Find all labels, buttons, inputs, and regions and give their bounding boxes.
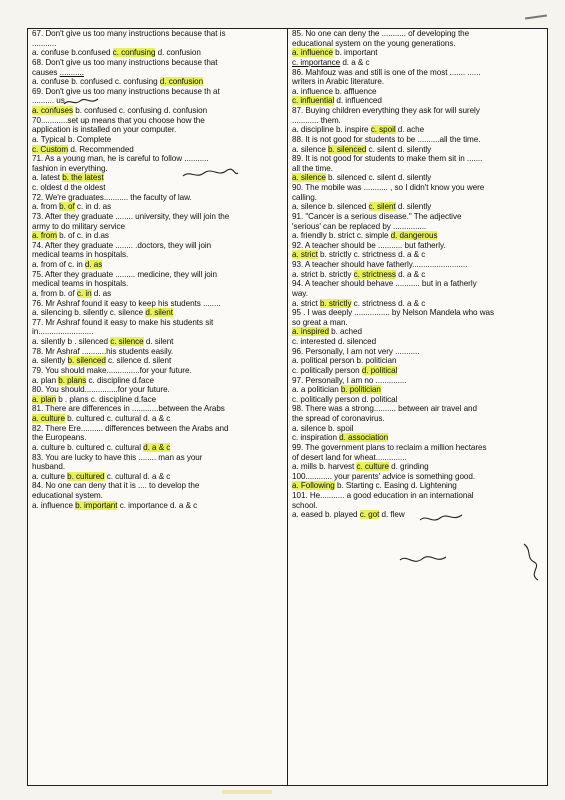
highlighted-answer: c. silent [368, 202, 396, 212]
text-segment: .......... us. [32, 96, 67, 106]
text-line [32, 154, 284, 164]
text-line [292, 337, 544, 347]
highlighted-answer: c. spoil [370, 125, 396, 135]
text-line [292, 231, 544, 241]
text-line [32, 433, 284, 443]
text-line [292, 308, 544, 318]
text-segment: ............ them. [292, 115, 341, 125]
highlighted-answer: a. inspired [292, 327, 329, 337]
text-line [32, 173, 284, 183]
text-line [32, 404, 284, 414]
text-line [32, 231, 284, 241]
text-line [292, 250, 544, 260]
highlighted-answer: d. association [339, 433, 389, 443]
text-segment: 75. After they graduate ......... medicine, they will join [32, 269, 217, 279]
text-line [292, 356, 544, 366]
text-line [32, 308, 284, 318]
text-line [32, 289, 284, 299]
corner-pen-mark [525, 14, 547, 19]
text-line [292, 145, 544, 155]
text-segment: of desert land for wheat.............. [292, 452, 407, 462]
text-segment: a. political person b. politician [292, 356, 397, 366]
text-line [292, 433, 544, 443]
handwritten-margin-note [520, 540, 544, 584]
highlighted-answer: b. plans [58, 375, 87, 385]
text-segment: d. influenced [334, 96, 382, 106]
highlighted-answer: d. silent [145, 308, 173, 318]
text-segment: 87. Buying children everything they ask for will surely [292, 106, 480, 115]
handwritten-scribble [62, 96, 102, 108]
highlighted-answer: d. dangerous [390, 231, 438, 241]
text-line [292, 241, 544, 251]
text-segment: 99. The government plans to reclaim a million hectares [292, 442, 487, 452]
text-segment: d. grinding [388, 462, 429, 472]
text-segment: 98. There was a strong.......... between air travel and [292, 404, 477, 414]
text-line [32, 347, 284, 357]
text-segment: d. Recommended [68, 144, 134, 154]
text-segment: b. Starting c. Easing d. Lightening [334, 481, 457, 491]
text-segment: 72. We're graduates........... the faculty of law. [32, 192, 192, 202]
text-segment: 71. As a young man, he is careful to follow ........... [32, 154, 209, 164]
text-line [32, 385, 284, 395]
text-segment: 92. A teacher should be ........... but fatherly. [292, 240, 446, 250]
text-line [292, 376, 544, 386]
text-segment: 80. You should...............for your future. [32, 385, 170, 395]
text-segment: a. friendly b. strict c. simple [292, 231, 391, 241]
highlighted-answer: b. politician [340, 385, 381, 395]
text-segment: medical teams in hospitals. [32, 279, 129, 289]
text-line [32, 164, 284, 174]
text-line [292, 125, 544, 135]
text-line [32, 193, 284, 203]
text-line [292, 299, 544, 309]
text-segment: a. mills b. harvest [292, 462, 357, 472]
text-line [292, 462, 544, 472]
handwritten-scribble [180, 167, 240, 181]
worksheet [27, 28, 548, 786]
text-segment: so great a man. [292, 317, 348, 327]
text-segment: a. discipline b. inspire [292, 125, 371, 135]
text-line [32, 202, 284, 212]
text-segment: calling. [292, 192, 317, 202]
text-segment: 94. A teacher should behave ........... but in a fatherly [292, 279, 477, 289]
text-segment: 70............set up means that you choose how the [32, 115, 205, 125]
text-segment: causes [32, 67, 60, 77]
text-segment: 84. No one can deny that it is .... to develop the [32, 481, 200, 491]
text-segment: 97. Personally, I am no .............. [292, 375, 407, 385]
text-line [292, 366, 544, 376]
text-segment: a. silence b. spoil [292, 423, 354, 433]
handwritten-scribble [418, 512, 464, 526]
text-line [32, 260, 284, 270]
handwritten-scribble [398, 553, 448, 567]
text-segment: b. ached [328, 327, 362, 337]
highlighted-answer: b. important [75, 500, 118, 510]
text-segment: b. important [332, 48, 378, 58]
left-column [28, 29, 288, 785]
text-line [32, 366, 284, 376]
text-line [32, 183, 284, 193]
text-segment: army to do military service [32, 221, 126, 231]
text-line [32, 299, 284, 309]
text-line [32, 241, 284, 251]
highlighted-answer: c. strictness [353, 269, 396, 279]
text-segment: 'serious' can be replaced by ............... [292, 221, 427, 231]
text-line [32, 472, 284, 482]
highlighted-answer: d. as [84, 260, 103, 269]
text-segment: writers in Arabic literature. [292, 77, 385, 87]
text-line [292, 424, 544, 434]
text-line [32, 327, 284, 337]
text-segment: a. from of c. in [32, 260, 85, 269]
text-line [292, 481, 544, 491]
text-line [292, 289, 544, 299]
text-line [292, 58, 544, 68]
text-segment: a. silence b. silenced [292, 202, 369, 212]
text-segment: a. silencing b. silently c. silence [32, 308, 146, 318]
text-line [32, 58, 284, 68]
text-segment: a. influence [32, 500, 76, 510]
text-line [32, 250, 284, 260]
text-line [292, 164, 544, 174]
text-segment: 73. After they graduate ........ university, they will join the [32, 211, 230, 221]
text-segment: 93. A teacher should have fatherly......................... [292, 260, 468, 269]
text-segment: 81. There are differences in ............between the Arabs [32, 404, 225, 414]
text-segment: a. confuse b. confused c. confusing [32, 77, 160, 87]
text-segment: c. oldest d the oldest [32, 183, 106, 192]
text-line [32, 68, 284, 78]
text-line [32, 443, 284, 453]
highlighted-answer: a. influence [292, 48, 333, 58]
text-line [32, 376, 284, 386]
text-line [292, 318, 544, 328]
text-line [292, 279, 544, 289]
text-segment: a. from b. of [32, 288, 77, 298]
right-column [288, 29, 547, 785]
text-segment: d. ache [395, 125, 425, 135]
text-line [292, 491, 544, 501]
text-segment: a. culture [32, 471, 68, 481]
text-segment: application is installed on your computer. [32, 125, 177, 135]
text-line [32, 462, 284, 472]
text-line [292, 39, 544, 49]
text-segment: b. strictly c. strictness d. a & c [317, 250, 426, 260]
text-segment: 85. No one can deny the ........... of developing the [292, 29, 470, 38]
text-line [292, 212, 544, 222]
highlighted-answer: a. Following [292, 481, 335, 491]
text-segment: c. politically person [292, 365, 362, 375]
highlighted-answer: b. strictly [319, 298, 352, 308]
highlighted-answer: b. silenced [328, 144, 367, 154]
text-segment: d. flew [379, 510, 405, 520]
text-line [32, 356, 284, 366]
text-segment: the spread of coronavirus. [292, 414, 385, 423]
text-segment: c. discipline d.face [86, 375, 154, 385]
highlighted-answer: b. the latest [62, 173, 104, 183]
text-line [32, 145, 284, 155]
text-segment: c. in d. as [74, 202, 112, 212]
text-segment: husband. [32, 462, 66, 472]
text-segment: 96. Personally, I am not very ........... [292, 346, 420, 356]
text-line [292, 68, 544, 78]
text-segment: 90. The mobile was ........... , so I didn't know you were [292, 183, 485, 192]
text-line [292, 77, 544, 87]
text-line [32, 337, 284, 347]
text-segment: 83. You are lucky to have this ........ man as your [32, 452, 203, 462]
highlighted-answer: a. strict [292, 250, 318, 260]
highlighted-answer: b. of [59, 202, 75, 212]
text-line [32, 270, 284, 280]
highlighted-answer: d. confusion [159, 77, 204, 87]
text-segment: a. eased b. played [292, 510, 360, 520]
text-line [292, 48, 544, 58]
text-segment: 82. There Ere.......... differences between the Arabs and [32, 423, 229, 433]
text-segment: a. confuse b.confused [32, 48, 113, 58]
text-segment: a. from [32, 202, 60, 212]
text-segment: c. politically person d. political [292, 394, 398, 404]
text-line [32, 279, 284, 289]
text-line [292, 472, 544, 482]
text-line [32, 318, 284, 328]
text-line [32, 501, 284, 511]
text-segment: the Europeans. [32, 433, 87, 443]
text-line [32, 77, 284, 87]
text-line [292, 173, 544, 183]
text-line [32, 116, 284, 126]
text-segment: b. confused c. confusing d. confusion [73, 106, 208, 115]
text-segment: d. silently [395, 202, 432, 212]
bottom-highlight-strip [222, 790, 272, 794]
highlighted-answer: d. political [361, 365, 398, 375]
text-segment: b. of c. in d.as [56, 231, 109, 241]
highlighted-answer: c. confusing [112, 48, 156, 58]
text-segment: 101. He........... a good education in an international [292, 491, 474, 500]
text-segment: b . plans c. discipline d.face [56, 394, 157, 404]
text-segment: way. [292, 288, 308, 298]
text-line [32, 39, 284, 49]
text-line [292, 414, 544, 424]
highlighted-answer: a. silence [292, 173, 326, 183]
text-segment: c. interested d. silenced [292, 337, 377, 346]
text-segment: 88. It is not good for students to be ..........all the time. [292, 134, 481, 144]
text-line [292, 202, 544, 212]
text-segment: a. plan [32, 375, 59, 385]
highlighted-answer: a. confuses [32, 106, 74, 115]
text-segment: c. silent d. silently [366, 144, 432, 154]
text-segment: d. as [91, 288, 112, 298]
text-segment: 86. Mahfouz was and still is one of the most ....... ...... [292, 67, 481, 77]
text-segment: a. strict [292, 298, 320, 308]
text-segment: a. culture b. cultured c. cultural [32, 442, 144, 452]
text-segment: a. Typical b. Complete [32, 134, 112, 144]
text-segment: 76. Mr Ashraf found it easy to keep his students ........ [32, 298, 221, 308]
text-line [292, 106, 544, 116]
underlined-text: c. importance [292, 57, 341, 67]
text-segment: school. [292, 500, 318, 510]
text-line [32, 135, 284, 145]
text-line [32, 453, 284, 463]
text-line [292, 154, 544, 164]
text-line [32, 87, 284, 97]
text-line [32, 212, 284, 222]
text-segment: ........... [32, 38, 57, 48]
text-segment: c. cultural d. a & c [104, 471, 171, 481]
text-segment: a. strict b. strictly [292, 269, 354, 279]
highlighted-answer: b. cultured [67, 471, 105, 481]
highlighted-answer: a. from [32, 231, 57, 241]
text-segment: a. silently b . silenced [32, 337, 111, 346]
highlighted-answer: d. a & c [143, 442, 171, 452]
text-line [292, 29, 544, 39]
text-segment: in......................... [32, 327, 94, 337]
text-segment: 79. You should make...............for your future. [32, 365, 192, 375]
text-line [292, 327, 544, 337]
text-line [292, 395, 544, 405]
text-line [292, 260, 544, 270]
text-segment: c. silence d. silent [105, 356, 172, 366]
text-segment: all the time. [292, 163, 333, 173]
text-segment: 68. Don't give us too many instructions because that [32, 57, 218, 67]
text-segment: a. a politician [292, 385, 341, 395]
text-line [32, 125, 284, 135]
highlighted-answer: b. silenced [67, 356, 106, 366]
text-line [32, 395, 284, 405]
text-segment: 67. Don't give us too many instructions because that is [32, 29, 226, 38]
text-segment: a. silently [32, 356, 68, 366]
text-segment: 100............ your parents' advice is something good. [292, 471, 476, 481]
text-segment: fashion in everything. [32, 163, 108, 173]
text-line [292, 116, 544, 126]
text-segment: 91. "Cancer is a serious disease." The adjective [292, 211, 462, 221]
underlined-text: ........... [59, 67, 84, 77]
text-line [292, 453, 544, 463]
text-segment: educational system. [32, 491, 103, 500]
text-segment: c. strictness d. a & c [351, 298, 426, 308]
text-segment: 74. After they graduate ........ .doctors, they will join [32, 240, 212, 250]
text-segment: b. silenced c. silent d. silently [325, 173, 432, 183]
text-line [32, 481, 284, 491]
highlighted-answer: c. Custom [32, 144, 69, 154]
text-line [32, 424, 284, 434]
text-segment: 95 . I was deeply ................ by Nelson Mandela who was [292, 308, 495, 318]
text-segment: d. a & c [395, 269, 426, 279]
text-line [292, 385, 544, 395]
text-line [292, 404, 544, 414]
text-segment: c. inspiration [292, 433, 340, 443]
text-segment: a. silence [292, 144, 329, 154]
text-segment: 78. Mr Ashraf ...........his students easily. [32, 346, 174, 356]
text-segment: medical teams in hospitals. [32, 250, 129, 260]
text-line [292, 193, 544, 203]
text-line [32, 29, 284, 39]
text-line [292, 135, 544, 145]
text-segment: b. cultured c. cultural d. a & c [64, 414, 171, 423]
text-line [292, 347, 544, 357]
text-line [292, 87, 544, 97]
highlighted-answer: a. plan [32, 394, 57, 404]
text-line [292, 443, 544, 453]
text-line [32, 414, 284, 424]
text-segment: 77. Mr Ashraf found it easy to make his students sit [32, 317, 214, 327]
text-segment: d. a & c [340, 57, 370, 67]
text-line [292, 270, 544, 280]
text-segment: c. importance d. a & c [117, 500, 198, 510]
highlighted-answer: c. in [76, 288, 92, 298]
text-line [292, 222, 544, 232]
text-segment: a. influence b. affluence [292, 86, 377, 96]
highlighted-answer: c. culture [356, 462, 389, 472]
text-line [292, 183, 544, 193]
text-segment: a. latest [32, 173, 63, 183]
text-segment: 69. Don't give us too many instructions because th at [32, 86, 220, 96]
highlighted-answer: c. silence [110, 337, 144, 346]
text-line [32, 491, 284, 501]
highlighted-answer: a. culture [32, 414, 65, 423]
text-segment: d. silent [143, 337, 174, 346]
text-line [292, 96, 544, 106]
text-line [32, 222, 284, 232]
text-segment: educational system on the young generations. [292, 38, 456, 48]
highlighted-answer: c. got [359, 510, 380, 520]
text-line [32, 48, 284, 58]
text-line [292, 501, 544, 511]
text-segment: 89. It is not good for students to make them sit in ....... [292, 154, 483, 164]
text-segment: d. confusion [155, 48, 201, 58]
highlighted-answer: c. influential [292, 96, 335, 106]
